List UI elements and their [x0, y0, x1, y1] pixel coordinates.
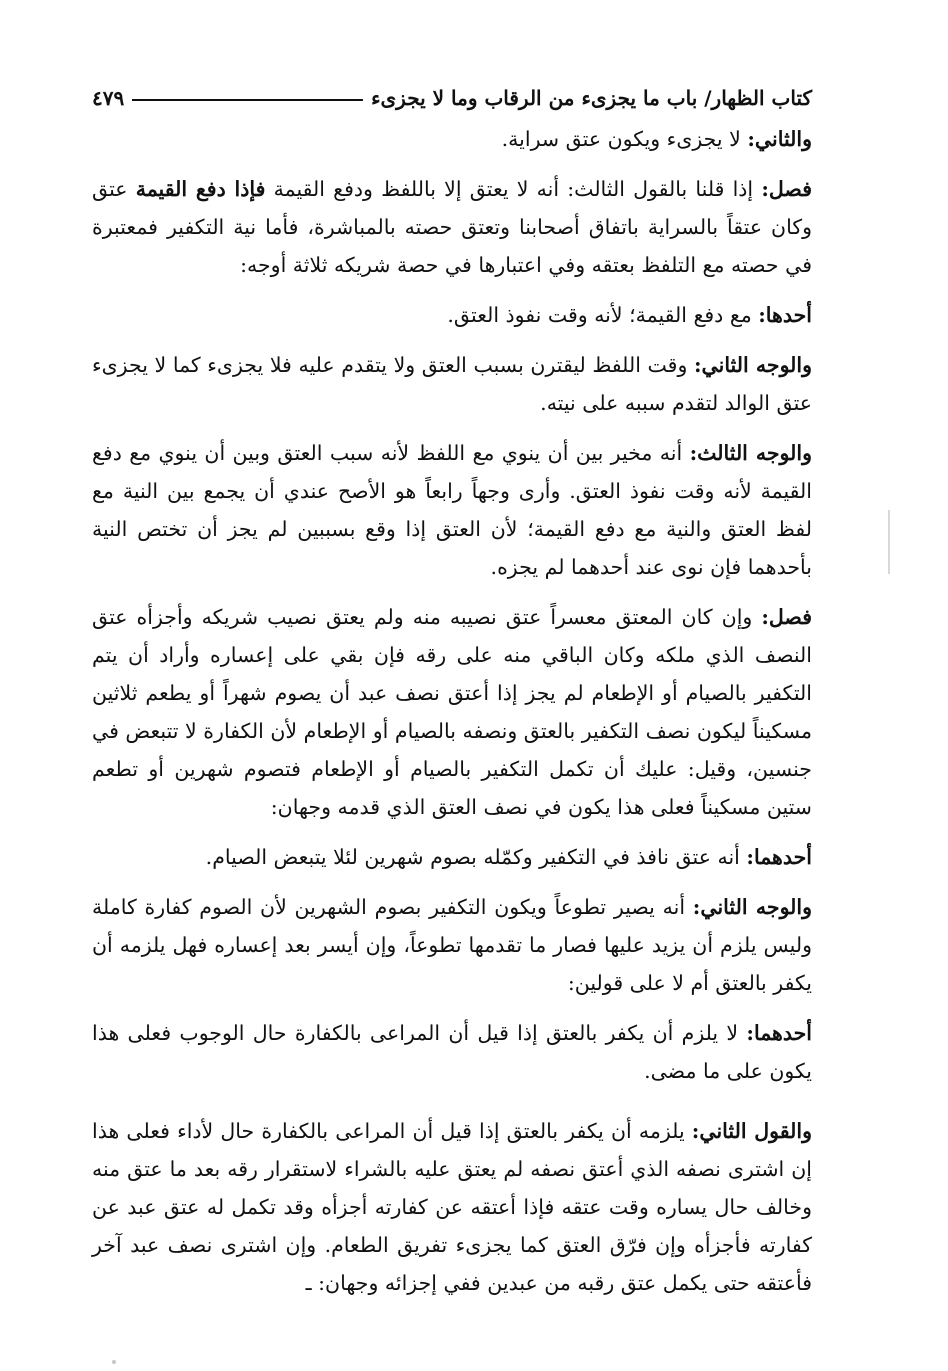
paragraph-text: أنه يصير تطوعاً ويكون التكفير بصوم الشهرين لأن الصوم كفارة كاملة وليس يلزم أن يزيد عليها فصار ما تقدمها تطوعاً، وإن أيسر بعد إعساره فهل يلزمه أن يكفر بالعتق أم لا على قولين:: [92, 895, 812, 995]
chapter-title: كتاب الظهار/ باب ما يجزىء من الرقاب وما لا يجزىء: [371, 86, 812, 110]
paragraph-lead: أحدهما:: [746, 845, 812, 869]
paragraph-lead: والوجه الثالث:: [689, 441, 812, 465]
paragraph-text: إذا قلنا بالقول الثالث: أنه لا يعتق إلا باللفظ ودفع القيمة: [265, 177, 762, 201]
paragraph-bold-phrase: فإذا دفع القيمة: [135, 177, 266, 201]
paragraph-1: [92, 120, 812, 158]
paragraph-text: وقت اللفظ ليقترن بسبب العتق ولا يتقدم عليه فلا يجزىء كما لا يجزىء عتق الوالد لتقدم سببه على نيته.: [92, 353, 812, 415]
paragraph-lead: أحدها:: [758, 303, 812, 327]
running-header: [92, 78, 812, 118]
paragraph-text: لا يجزىء ويكون عتق سراية.: [501, 127, 748, 151]
paragraph-3: [92, 296, 812, 334]
paragraph-text: مع دفع القيمة؛ لأنه وقت نفوذ العتق.: [447, 303, 759, 327]
page-body: [92, 120, 812, 1314]
paragraph-7: [92, 838, 812, 876]
paragraph-text: عتق وكان عتقاً بالسراية باتفاق أصحابنا وتعتق حصته بالمباشرة، فأما نية التكفير فمعتبرة في حصته مع التلفظ بعتقه وفي اعتبارها في حصة شريكه ثلاثة أوجه:: [92, 177, 812, 277]
header-rule: [132, 99, 363, 101]
page-number: ٤٧٩: [92, 86, 125, 110]
paragraph-2: [92, 170, 812, 284]
paragraph-lead: فصل:: [761, 177, 813, 201]
paragraph-text: أنه عتق نافذ في التكفير وكمّله بصوم شهرين لئلا يتبعض الصيام.: [205, 845, 747, 869]
margin-scan-mark: [888, 510, 890, 574]
paragraph-lead: أحدهما:: [746, 1021, 812, 1045]
paragraph-lead: والقول الثاني:: [691, 1119, 812, 1143]
paragraph-6: [92, 598, 812, 826]
paragraph-8: [92, 888, 812, 1002]
paragraph-lead: فصل:: [761, 605, 812, 629]
paragraph-text: وإن كان المعتق معسراً عتق نصيبه منه ولم يعتق نصيب شريكه وأجزأه عتق النصف الذي ملكه وكان الباقي منه على رقه فإن بقي على إعساره وأراد أن يتم التكفير بالصيام أو الإطعام لم يجز إذا أعتق نصف عبد أن يصوم شهراً أو يطعم ثلاثين مسكيناً ليكون نصف التكفير بالعتق ونصفه بالصيام أو الإطعام لأن الكفارة لا تتبعض في جنسين، وقيل: عليك أن تكمل التكفير بالصيام أو الإطعام فتصوم شهرين أو تطعم ستين مسكيناً فعلى هذا يكون في نصف العتق الذي قدمه وجهان:: [92, 605, 812, 819]
paragraph-lead: والوجه الثاني:: [692, 895, 813, 919]
paragraph-text: يلزمه أن يكفر بالعتق إذا قيل أن المراعى بالكفارة حال لأداء فعلى هذا إن اشترى نصفه الذي أعتق نصفه لم يعتق عليه بالشراء لاستقرار رقه بعد ما عتق منه وخالف حال يساره وقت عتقه فإذا أعتقه عن كفارته أجزأه وقد تكمل له عتق عبد عن كفارته فأجزأه وإن فرّق العتق كما يجزىء تفريق الطعام. وإن اشترى نصف عبد آخر فأعتقه حتى يكمل عتق رقبه من عبدين ففي إجزائه وجهان: ـ: [92, 1119, 812, 1295]
paragraph-4: [92, 346, 812, 422]
paragraph-9: [92, 1014, 812, 1090]
paragraph-10: [92, 1112, 812, 1302]
scan-speck: [112, 1360, 116, 1364]
paragraph-text: لا يلزم أن يكفر بالعتق إذا قيل أن المراعى بالكفارة حال الوجوب فعلى هذا يكون على ما مضى.: [92, 1021, 812, 1083]
paragraph-text: أنه مخير بين أن ينوي مع اللفظ لأنه سبب العتق وبين أن ينوي مع دفع القيمة لأنه وقت نفوذ العتق. وأرى وجهاً رابعاً هو الأصح عندي أن يجمع بين النية مع لفظ العتق والنية مع دفع القيمة؛ لأن العتق إذا وقع بسببين لم يجز أن تختص النية بأحدهما فإن نوى عند أحدهما لم يجزه.: [92, 441, 812, 579]
paragraph-lead: والثاني:: [747, 127, 812, 151]
paragraph-lead: والوجه الثاني:: [693, 353, 813, 377]
paragraph-5: [92, 434, 812, 586]
